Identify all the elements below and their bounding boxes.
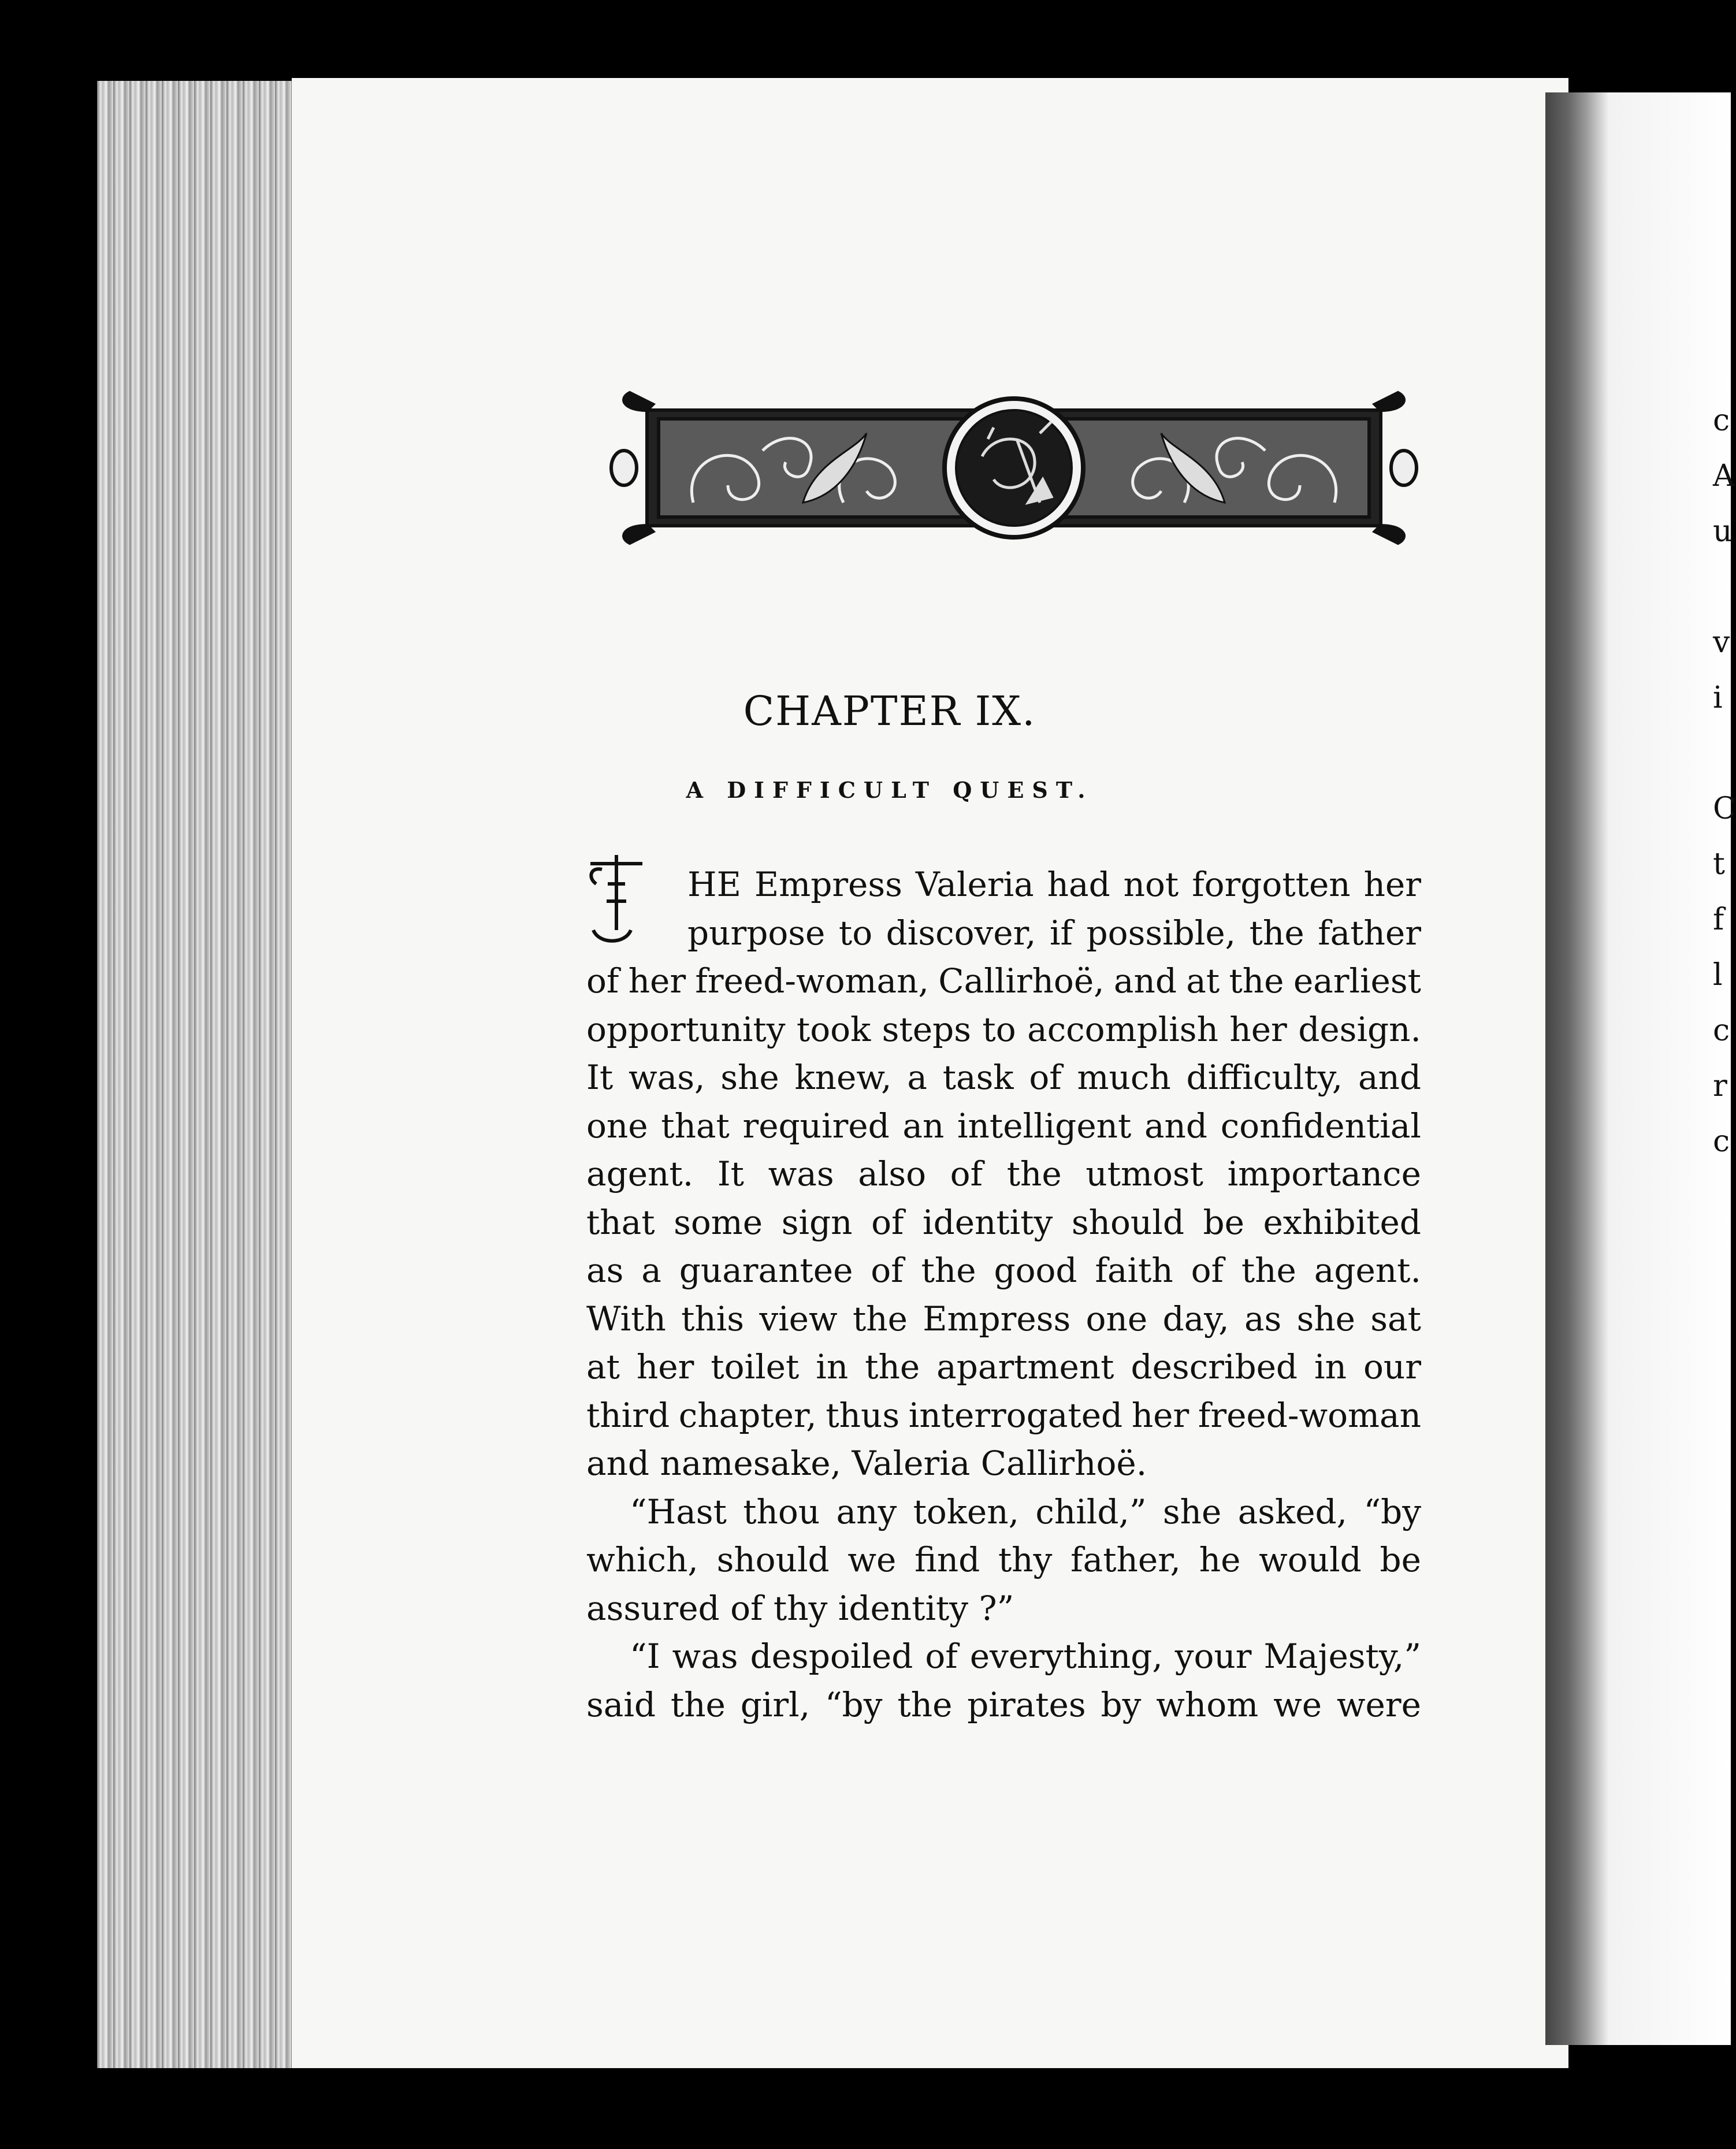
margin-fragment: C	[1713, 791, 1736, 826]
body-word: good	[994, 1251, 1077, 1290]
body-word: if	[1049, 913, 1073, 953]
body-word: her	[628, 961, 686, 1001]
body-word: should	[716, 1540, 830, 1579]
body-word: were	[1336, 1685, 1421, 1724]
body-word: her	[636, 1347, 694, 1386]
body-text	[586, 861, 1421, 1729]
body-word: whom	[1156, 1685, 1259, 1724]
margin-fragment: A	[1713, 459, 1735, 493]
body-word: earliest	[1293, 961, 1421, 1001]
body-word: view	[759, 1299, 838, 1339]
body-word: the	[1006, 1154, 1062, 1194]
body-line	[586, 1681, 1421, 1730]
body-word: said	[586, 1685, 656, 1724]
body-word: girl,	[740, 1685, 811, 1724]
body-word: Valeria	[852, 1444, 981, 1483]
body-word: possible,	[1086, 913, 1236, 953]
body-word: was	[672, 1637, 738, 1676]
body-word: “Hast	[630, 1492, 727, 1531]
body-word: and	[586, 1444, 660, 1483]
body-word: the	[1241, 1251, 1296, 1290]
body-word: confidential	[1220, 1106, 1421, 1146]
body-line	[586, 1199, 1421, 1247]
body-word: that	[661, 1106, 730, 1146]
body-word: token,	[913, 1492, 1020, 1531]
body-word: and	[1358, 1058, 1421, 1097]
body-word: took	[796, 1009, 871, 1049]
body-line	[586, 1247, 1421, 1295]
body-word: find	[915, 1540, 980, 1579]
body-word: Empress	[754, 865, 902, 904]
body-word: HE	[687, 865, 741, 904]
body-line	[586, 1006, 1421, 1054]
body-word: her	[1229, 1009, 1287, 1049]
body-word: that	[586, 1202, 655, 1242]
body-word: asked,	[1237, 1492, 1348, 1531]
margin-fragment: c	[1713, 1124, 1730, 1159]
body-word: Empress	[923, 1299, 1071, 1339]
body-word: not	[1123, 865, 1179, 904]
body-word: your	[1174, 1637, 1252, 1676]
body-word: this	[681, 1299, 745, 1339]
body-word: of	[950, 1154, 983, 1194]
body-word: “by	[825, 1685, 883, 1724]
body-word: Majesty,”	[1263, 1637, 1421, 1676]
body-word: intelligent	[957, 1106, 1132, 1146]
body-word: forgotten	[1192, 865, 1351, 904]
body-line	[586, 909, 1421, 958]
body-word: sat	[1370, 1299, 1421, 1339]
body-word: he	[1199, 1540, 1241, 1579]
body-word: namesake,	[660, 1444, 852, 1483]
body-word: she	[720, 1058, 779, 1097]
margin-fragment: i	[1713, 681, 1723, 715]
body-word: steps	[882, 1009, 971, 1049]
body-word: identity	[923, 1202, 1053, 1242]
body-word: was,	[629, 1058, 705, 1097]
body-word: freed-woman	[1198, 1395, 1421, 1435]
body-word: the	[897, 1685, 953, 1724]
body-word: of	[871, 1251, 904, 1290]
body-word: knew,	[794, 1058, 892, 1097]
body-word: third	[586, 1395, 670, 1435]
body-word: agent.	[586, 1154, 694, 1194]
body-word: her	[1131, 1395, 1189, 1435]
body-word: Valeria	[915, 865, 1034, 904]
body-word: despoiled	[750, 1637, 913, 1676]
body-word: the	[921, 1251, 976, 1290]
body-word: father	[1318, 913, 1421, 953]
body-word: as	[1244, 1299, 1282, 1339]
body-word: be	[1203, 1202, 1244, 1242]
margin-fragment: u	[1713, 514, 1733, 549]
body-line	[586, 1343, 1421, 1392]
body-word: required	[742, 1106, 890, 1146]
body-word: in	[1314, 1347, 1347, 1386]
body-word: described	[1131, 1347, 1298, 1386]
body-word: apartment	[936, 1347, 1114, 1386]
body-word: she	[1296, 1299, 1356, 1339]
body-word: to	[838, 913, 873, 953]
body-word: importance	[1227, 1154, 1421, 1194]
body-word: had	[1047, 865, 1110, 904]
body-line	[586, 1392, 1421, 1440]
body-word: interrogated	[908, 1395, 1123, 1435]
body-line	[586, 1488, 1421, 1537]
body-word: thy	[998, 1540, 1053, 1579]
body-word: we	[1273, 1685, 1322, 1724]
body-word: ?”	[979, 1588, 1014, 1628]
body-word: thus	[826, 1395, 900, 1435]
body-word: would	[1259, 1540, 1362, 1579]
body-word: exhibited	[1263, 1202, 1421, 1242]
body-word: be	[1380, 1540, 1421, 1579]
margin-fragment: c	[1713, 403, 1730, 438]
body-word: sign	[781, 1202, 853, 1242]
body-word: an	[902, 1106, 945, 1146]
chapter-headpiece-ornament	[612, 387, 1415, 549]
body-word: the	[670, 1685, 726, 1724]
chapter-subtitle: A DIFFICULT QUEST.	[686, 777, 1094, 803]
margin-fragment: v	[1713, 625, 1730, 660]
body-word: some	[674, 1202, 763, 1242]
body-word: utmost	[1086, 1154, 1203, 1194]
body-word: and	[1113, 961, 1177, 1001]
body-word: in	[816, 1347, 849, 1386]
body-word: our	[1363, 1347, 1421, 1386]
body-word: toilet	[711, 1347, 800, 1386]
body-word: discover,	[886, 913, 1036, 953]
body-word: which,	[586, 1540, 698, 1579]
book-page-edges	[97, 81, 293, 2068]
body-word: at	[586, 1347, 620, 1386]
body-line	[586, 1440, 1421, 1488]
body-line	[586, 1633, 1421, 1681]
body-word: the	[852, 1299, 908, 1339]
body-word: Callirhoë,	[938, 961, 1105, 1001]
body-word: a	[907, 1058, 927, 1097]
body-line	[586, 1102, 1421, 1151]
body-word: one	[586, 1106, 648, 1146]
body-word: as	[586, 1251, 624, 1290]
body-word: thou	[743, 1492, 820, 1531]
body-word: any	[836, 1492, 897, 1531]
body-word: opportunity	[586, 1009, 786, 1049]
body-word: the	[865, 1347, 920, 1386]
body-word: the	[1249, 913, 1304, 953]
body-line	[586, 1054, 1421, 1102]
body-word: the	[1229, 961, 1284, 1001]
body-word: of	[1029, 1058, 1062, 1097]
body-word: child,”	[1035, 1492, 1147, 1531]
body-word: design.	[1298, 1009, 1421, 1049]
margin-fragment: l	[1713, 958, 1723, 992]
body-word: of	[730, 1588, 774, 1628]
facing-page-edge	[1545, 92, 1736, 2045]
body-word: pirates	[967, 1685, 1086, 1724]
body-word: accomplish	[1027, 1009, 1218, 1049]
body-word: she	[1162, 1492, 1222, 1531]
body-word: difficulty,	[1186, 1058, 1343, 1097]
body-word: It	[586, 1058, 614, 1097]
body-word: and	[1144, 1106, 1208, 1146]
body-word: we	[847, 1540, 897, 1579]
body-word: “I	[630, 1637, 660, 1676]
body-word: her	[1363, 865, 1421, 904]
body-word: identity	[838, 1588, 979, 1628]
chapter-title: CHAPTER IX.	[743, 687, 1036, 735]
body-word: thy	[773, 1588, 838, 1628]
body-word: by	[1101, 1685, 1142, 1724]
body-word: freed-woman,	[695, 961, 929, 1001]
body-line	[586, 1585, 1421, 1633]
margin-fragment: t	[1713, 847, 1725, 882]
margin-fragment: r	[1713, 1069, 1727, 1103]
body-word: agent.	[1314, 1251, 1421, 1290]
body-word: of	[586, 961, 619, 1001]
body-word: assured	[586, 1588, 731, 1628]
body-word: It	[717, 1154, 744, 1194]
body-word: of	[925, 1637, 958, 1676]
margin-fragment	[1713, 726, 1731, 781]
body-line	[586, 861, 1421, 909]
body-word: “by	[1363, 1492, 1421, 1531]
facing-page-text-fragments	[1713, 393, 1736, 1159]
body-word: also	[858, 1154, 927, 1194]
body-word: task	[942, 1058, 1014, 1097]
body-word: day,	[1162, 1299, 1229, 1339]
body-word: faith	[1095, 1251, 1173, 1290]
margin-fragment: c	[1713, 1013, 1730, 1048]
body-word: at	[1186, 961, 1220, 1001]
body-word: should	[1071, 1202, 1184, 1242]
body-word: to	[982, 1009, 1016, 1049]
body-word: was	[768, 1154, 834, 1194]
margin-fragment: f	[1713, 902, 1724, 937]
body-word: one	[1086, 1299, 1148, 1339]
body-word: With	[586, 1299, 666, 1339]
body-word: chapter,	[678, 1395, 817, 1435]
body-word: much	[1077, 1058, 1171, 1097]
body-word: of	[1191, 1251, 1224, 1290]
body-line	[586, 957, 1421, 1006]
body-word: guarantee	[679, 1251, 853, 1290]
body-word: of	[871, 1202, 904, 1242]
margin-fragment	[1713, 559, 1731, 615]
body-line	[586, 1536, 1421, 1585]
body-word: father,	[1070, 1540, 1181, 1579]
body-word: a	[641, 1251, 661, 1290]
body-word: Callirhoë.	[980, 1444, 1147, 1483]
body-line	[586, 1295, 1421, 1344]
body-word: everything,	[969, 1637, 1163, 1676]
body-word: purpose	[687, 913, 826, 953]
body-line	[586, 1150, 1421, 1199]
